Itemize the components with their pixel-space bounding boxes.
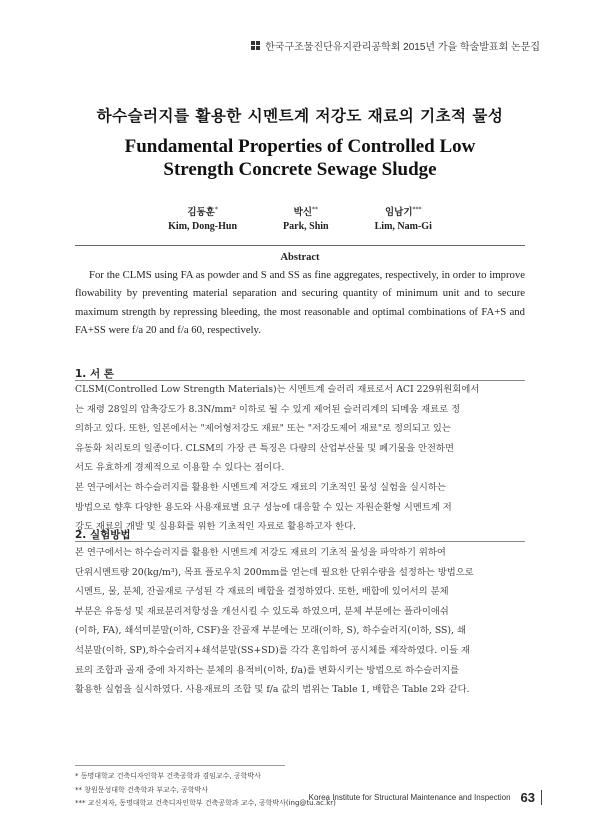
section-divider — [75, 541, 525, 542]
author-mark: ** — [312, 205, 319, 213]
dots-icon — [251, 41, 261, 51]
page-footer — [309, 790, 542, 805]
page-number: 63 — [521, 790, 542, 805]
footnote: *** 교신저자, 동명대학교 건축디자인학부 건축공학과 교수, 공학박사(ing@tu.ac.kr) — [75, 799, 336, 807]
footer-institute: Korea Institute for Structural Maintenance and Inspection — [308, 793, 511, 802]
footnote: ** 창원문성대학 건축학과 부교수, 공학박사 — [75, 785, 209, 794]
section-heading-method: 2. 실험방법 — [75, 529, 131, 541]
author-name-en: Park, Shin — [283, 221, 329, 232]
author-name-ko: 임남기 — [384, 207, 413, 218]
author-name-ko: 김동훈 — [187, 207, 215, 218]
abstract-text: For the CLMS using FA as powder and S and SS as fine aggregates, respectively, in order to improve flowability by preventing material separation and securing quantity of minimum unit and to secure maximum strength by repressing bleeding, the most reasonable and optimal combinations of FA+S and FA+SS were f/a 20 and f/a 60, respectively. — [75, 269, 525, 337]
abstract-divider — [75, 245, 525, 246]
korean-title: 하수슬러지를 활용한 시멘트계 저강도 재료의 기초적 물성 — [96, 107, 504, 125]
author-mark: * — [214, 205, 218, 213]
section-heading-introduction: 1. 서 론 — [75, 368, 114, 380]
english-title-text: Fundamental Properties of Controlled Low Strength Concrete Sewage Sludge — [124, 136, 476, 180]
author — [375, 204, 432, 232]
section-body-method: 본 연구에서는 하수슬러지를 활용한 시멘트계 저강도 재료의 기초적 물성을 파악하기 위하여 단위시멘트량 20(kg/m³), 목표 플로우치 200mm를 얻는데 필요한 단위수량을 설정하는 방법으로 시멘트, 물, 분체, 잔골재로 구성된 각 재료의 배합을 결정하였다. 또한, 배합에 있어서의 분체 부분은 유동성 및 재료분리저항성을 개선시킬 수 있도록 하였으며, 분체 부분에는 플라이애쉬 (이하, FA), 쇄석미분말(이하, CSF)을 잔골재 부분에는 모래(이하, S), 하수슬러지(이하, SS), 쇄 석분말(이하, SP),하수슬러지+쇄석분말(SS+SD)를 각각 혼입하여 공시체를 제작하였다. 이들 재 료의 조합과 골재 중에 차지하는 분체의 용적비(이하, f/a)를 변화시키는 방법으로 하수슬러지를 활용한 실험을 실시하였다. 사용재료의 조합 및 f/a 값의 범위는 Table 1, 배합은 Table 2와 같다. — [75, 547, 474, 696]
footnote-divider — [75, 765, 285, 766]
author-list — [0, 204, 600, 232]
abstract-heading: Abstract — [280, 252, 320, 263]
author — [283, 204, 329, 232]
journal-name: 한국구조물진단유지관리공학회 2015년 가을 학술발표회 논문집 — [265, 42, 540, 53]
author-name-en: Lim, Nam-Gi — [374, 221, 432, 232]
footnote: * 동명대학교 건축디자인학부 건축공학과 겸임교수, 공학박사 — [75, 772, 261, 780]
author-name-en: Kim, Dong-Hun — [168, 221, 238, 232]
journal-header — [251, 38, 540, 53]
author-name-ko: 박신 — [293, 207, 313, 218]
section-body-introduction: CLSM(Controlled Low Strength Materials)는 시멘트계 슬러리 재료로서 ACI 229위원회에서 는 재령 28일의 압축강도가 8.3N/mm² 이하로 될 수 있게 제어된 슬러리계의 되메움 재료로 정 의하고 있다. 또한, 일본에서는 "제어형저강도 재료" 또는 "저강도제어 재료"로 정의되고 있는 유동화 처리토의 일종이다. CLSM의 가장 큰 특징은 다량의 산업부산물 및 폐기물을 안전하면 서도 유효하게 경제적으로 이용할 수 있다는 점이다. 본 연구에서는 하수슬러지를 활용한 시멘트계 저강도 재료의 기초적인 물성 실험을 실시하는 방법으로 향후 다양한 용도와 사용재료별 요구 성능에 대응할 수 있는 자원순환형 시멘트계 저 강도 재료의 개발 및 실용화를 위한 기초적인 자료로 활용하고자 한다. — [75, 384, 480, 533]
author-mark: *** — [412, 205, 422, 213]
footnotes — [75, 770, 336, 811]
author — [168, 204, 237, 232]
english-title — [0, 135, 600, 181]
